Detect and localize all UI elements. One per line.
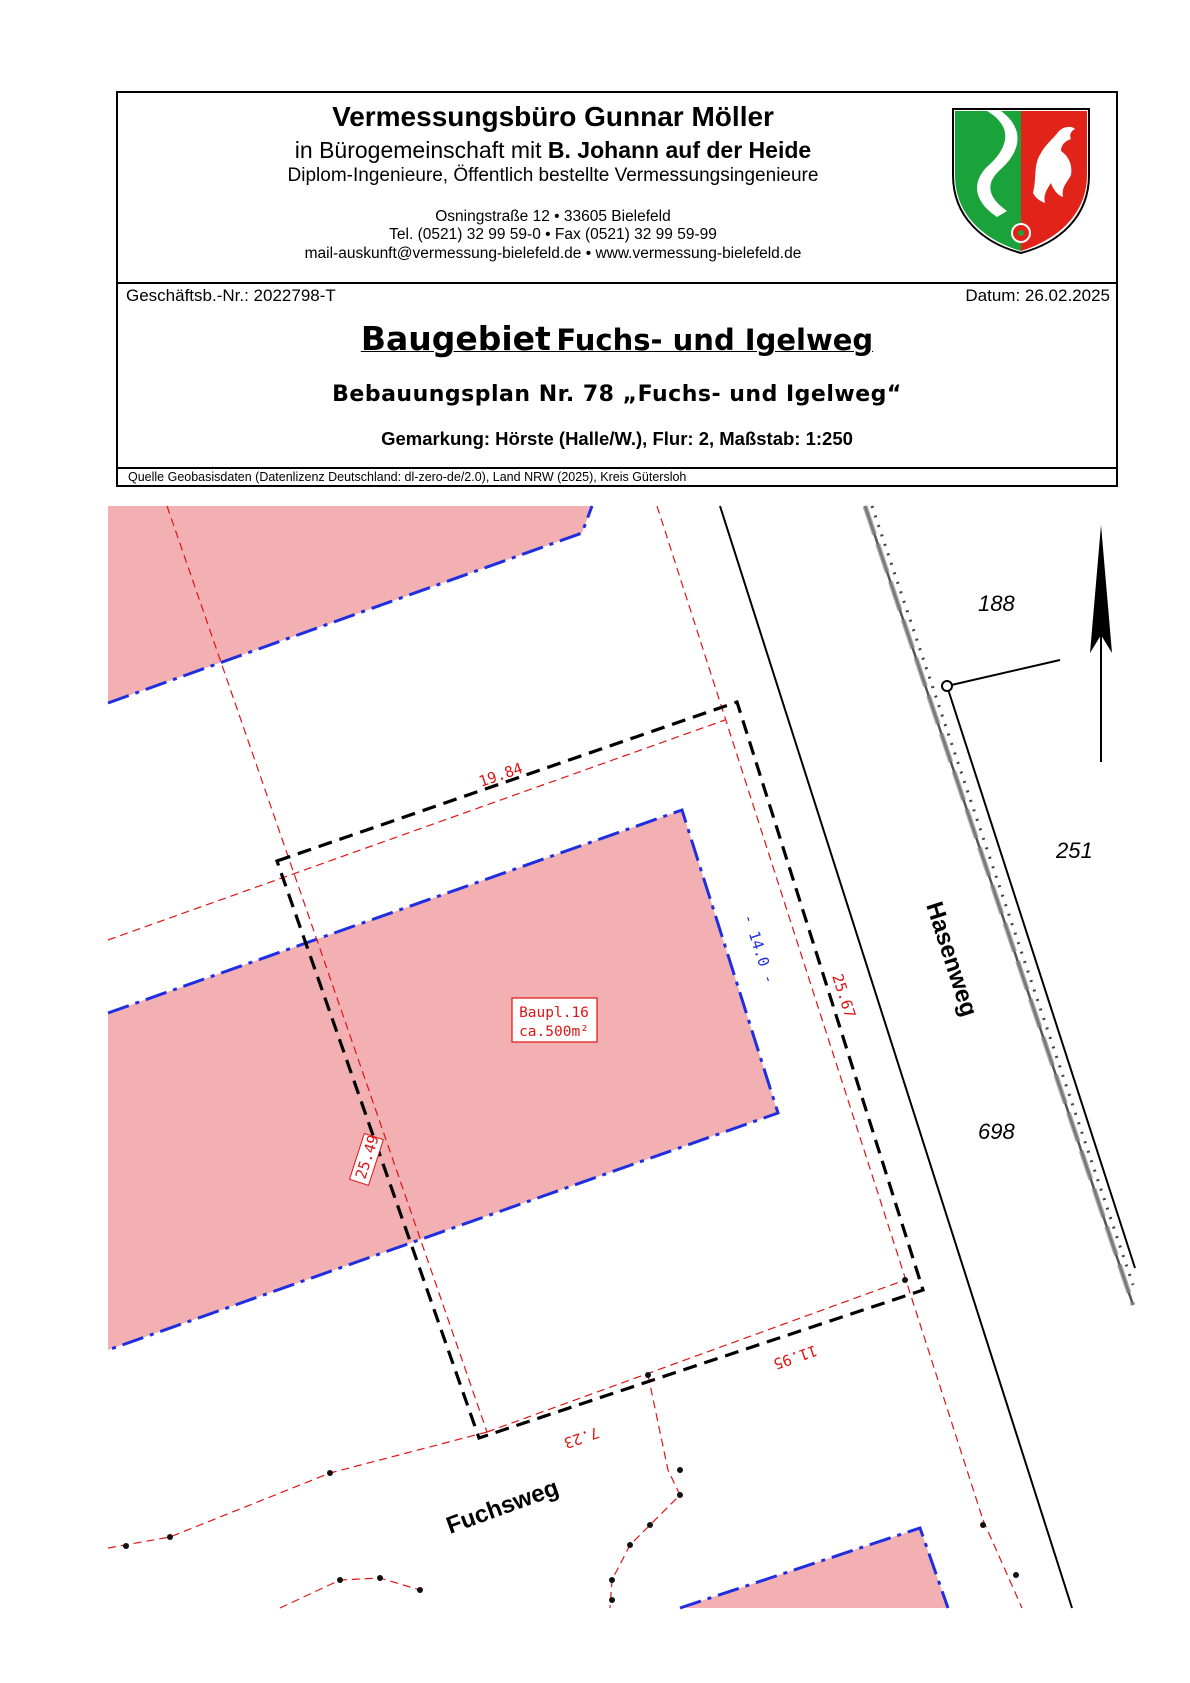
office-name: Vermessungsbüro Gunnar Möller — [332, 101, 774, 132]
business-number: Geschäftsb.-Nr.: 2022798-T — [126, 286, 336, 305]
parcel-number-698: 698 — [978, 1119, 1015, 1144]
hasenweg-label: Hasenweg — [920, 898, 983, 1020]
dimension-top: 19.84 — [476, 759, 525, 791]
plan-title-part1: Baugebiet — [360, 319, 551, 358]
plan-info — [118, 282, 1116, 469]
north-arrow-icon — [1090, 525, 1112, 762]
fuchsweg-label: Fuchsweg — [442, 1474, 563, 1540]
building-zone-top — [108, 506, 592, 703]
title-block — [116, 91, 1118, 487]
source-note: Quelle Geobasisdaten (Datenlizenz Deutschland: dl-zero-de/2.0), Land NRW (2025), Kreis Gütersloh — [128, 470, 687, 484]
building-zone-bottom — [680, 1528, 948, 1608]
office-phone: Tel. (0521) 32 99 59-0 • Fax (0521) 32 99 59-99 — [389, 226, 717, 243]
parcel-number-188: 188 — [978, 591, 1015, 616]
office-titles: Diplom-Ingenieure, Öffentlich bestellte Vermessungsingenieure — [287, 165, 819, 186]
plan-title-part2: Fuchs- und Igelweg — [556, 323, 874, 357]
plan-subtitle: Bebauungsplan Nr. 78 „Fuchs- und Igelweg“ — [332, 382, 902, 407]
plot-label-area: ca.500m² — [519, 1024, 589, 1040]
cadastre-line: Gemarkung: Hörste (Halle/W.), Flur: 2, Maßstab: 1:250 — [381, 428, 853, 449]
building-zone-main — [108, 810, 778, 1350]
office-header — [118, 93, 1116, 284]
building-setback-dimension: - 14.0 - — [739, 911, 779, 986]
dimension-left: 25.49 — [351, 1132, 383, 1182]
parcel-boundary-east — [942, 660, 1135, 1268]
dimension-bottom-right: 11.95 — [771, 1341, 820, 1373]
office-partner — [118, 137, 988, 164]
office-web: mail-auskunft@vermessung-bielefeld.de • www.vermessung-bielefeld.de — [304, 245, 802, 262]
dimension-right: 25.67 — [828, 971, 860, 1021]
hasenweg-street-edge — [720, 506, 1072, 1608]
nrw-coat-of-arms-icon — [949, 105, 1093, 255]
parcel-number-251: 251 — [1056, 838, 1093, 863]
plot-label — [512, 998, 597, 1042]
office-partner-prefix: in Bürogemeinschaft mit — [294, 137, 548, 163]
source-row — [118, 469, 1116, 487]
plot-label-number: Baupl.16 — [519, 1005, 589, 1021]
office-address: Osningstraße 12 • 33605 Bielefeld — [435, 208, 671, 225]
date-field: Datum: 26.02.2025 — [965, 286, 1110, 305]
dimension-bottom-left: 7.23 — [561, 1423, 602, 1452]
office-partner-name: B. Johann auf der Heide — [547, 137, 812, 163]
plan-title — [118, 319, 1116, 358]
